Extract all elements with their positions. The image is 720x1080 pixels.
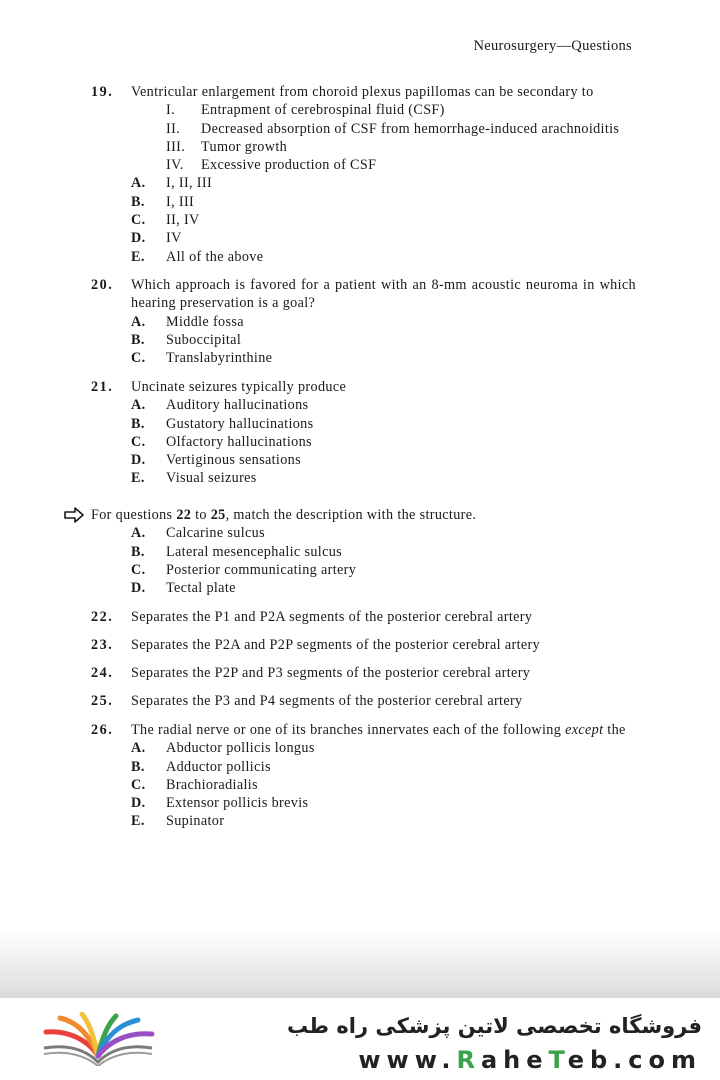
option-label: B.	[131, 758, 145, 775]
question-number: 22.	[91, 609, 114, 625]
answer-option	[131, 349, 636, 367]
matching-instructions	[91, 506, 644, 524]
option-label: B.	[131, 543, 145, 560]
answer-option	[131, 193, 636, 211]
option-text: Translabyrinthine	[166, 350, 273, 367]
answer-option	[131, 415, 636, 433]
option-text: Gustatory hallucinations	[166, 415, 314, 432]
question-stem: Uncinate seizures typically produce	[131, 379, 347, 395]
option-text: Lateral mesencephalic sulcus	[166, 543, 343, 560]
answer-option	[131, 469, 636, 487]
question-stem: Ventricular enlargement from choroid plexus papillomas can be secondary to	[131, 84, 594, 100]
answer-option	[131, 313, 636, 331]
option-text: Auditory hallucinations	[166, 397, 309, 414]
question-number: 19.	[91, 84, 114, 100]
option-text: Extensor pollicis brevis	[166, 795, 309, 812]
question-number: 24.	[91, 665, 114, 681]
roman-item	[166, 138, 636, 156]
question-number: 26.	[91, 722, 114, 738]
question-stem: Separates the P1 and P2A segments of the posterior cerebral artery	[131, 609, 533, 625]
question-stem: Separates the P2P and P3 segments of the posterior cerebral artery	[131, 665, 531, 681]
option-label: B.	[131, 415, 145, 432]
stem-text: the	[603, 722, 626, 738]
answer-option	[131, 248, 636, 266]
option-text: All of the above	[166, 248, 264, 265]
url-part: .com	[613, 1046, 702, 1074]
option-text: Supinator	[166, 813, 225, 830]
url-part: www.	[358, 1046, 457, 1074]
page-shadow	[0, 930, 720, 1000]
question-19	[91, 83, 636, 266]
option-label: C.	[131, 561, 146, 578]
question-stem: Separates the P3 and P4 segments of the posterior cerebral artery	[131, 693, 523, 709]
question-number: 20.	[91, 277, 114, 293]
option-label: A.	[131, 175, 146, 192]
answer-option	[131, 579, 644, 597]
option-label: C.	[131, 212, 146, 229]
option-text: I, II, III	[166, 175, 213, 192]
answer-option	[131, 561, 644, 579]
option-label: D.	[131, 230, 146, 247]
roman-label: IV.	[166, 157, 184, 174]
answer-option	[131, 174, 636, 192]
intro-range-end: 25	[210, 507, 226, 523]
intro-text: to	[191, 507, 211, 523]
option-text: Brachioradialis	[166, 776, 258, 793]
intro-text: , match the description with the structure.	[225, 507, 477, 523]
option-label: A.	[131, 740, 146, 757]
option-label: E.	[131, 470, 145, 487]
option-label: B.	[131, 193, 145, 210]
option-label: A.	[131, 525, 146, 542]
option-text: Calcarine sulcus	[166, 525, 265, 542]
roman-label: II.	[166, 120, 181, 137]
question-21	[91, 378, 636, 488]
roman-text: Decreased absorption of CSF from hemorrhage-induced arachnoiditis	[201, 120, 620, 137]
url-accent-letter: T	[548, 1046, 568, 1074]
option-label: C.	[131, 350, 146, 367]
intro-text: For questions	[91, 507, 177, 523]
option-text: I, III	[166, 193, 195, 210]
roman-text: Excessive production of CSF	[201, 157, 377, 174]
option-label: D.	[131, 580, 146, 597]
option-label: C.	[131, 433, 146, 450]
answer-option	[131, 331, 636, 349]
option-label: D.	[131, 795, 146, 812]
answer-option	[131, 543, 644, 561]
answer-option	[131, 524, 644, 542]
publisher-footer	[0, 998, 720, 1080]
option-label: E.	[131, 813, 145, 830]
url-accent-letter: R	[456, 1046, 481, 1074]
option-text: IV	[166, 230, 182, 247]
question-stem: Separates the P2A and P2P segments of the posterior cerebral artery	[131, 637, 541, 653]
question-22	[91, 608, 651, 626]
matching-options	[91, 524, 644, 597]
url-part: eb	[567, 1046, 614, 1074]
option-label: C.	[131, 776, 146, 793]
intro-range-start: 22	[176, 507, 192, 523]
roman-text: Tumor growth	[201, 138, 288, 155]
roman-text: Entrapment of cerebrospinal fluid (CSF)	[201, 102, 445, 119]
answer-option	[131, 739, 651, 757]
roman-label: III.	[166, 138, 186, 155]
question-number: 21.	[91, 379, 114, 395]
option-text: II, IV	[166, 212, 200, 229]
question-26	[91, 721, 651, 831]
question-25	[91, 692, 651, 710]
option-label: E.	[131, 248, 145, 265]
answer-option	[131, 812, 651, 830]
answer-option	[131, 794, 651, 812]
option-text: Visual seizures	[166, 470, 257, 487]
pointer-arrow-icon	[64, 506, 84, 524]
question-number: 25.	[91, 693, 114, 709]
question-number: 23.	[91, 637, 114, 653]
question-23	[91, 636, 651, 654]
question-24	[91, 664, 651, 682]
answer-option	[131, 229, 636, 247]
roman-item	[166, 101, 636, 119]
answer-option	[131, 211, 636, 229]
running-head: Neurosurgery—Questions	[473, 38, 632, 54]
question-20	[91, 276, 636, 367]
roman-item	[166, 156, 636, 174]
option-label: A.	[131, 397, 146, 414]
stem-text: The radial nerve or one of its branches innervates each of the following	[131, 722, 566, 738]
option-text: Tectal plate	[166, 580, 236, 597]
question-stem: Which approach is favored for a patient with an 8-mm acoustic neuroma in which hearing preservation is a goal?	[131, 277, 636, 312]
option-text: Posterior communicating artery	[166, 561, 357, 578]
shop-name: فروشگاه تخصصی لاتین پزشکی راه طب	[287, 1014, 702, 1038]
url-part: ahe	[480, 1046, 549, 1074]
option-text: Vertiginous sensations	[166, 452, 301, 469]
roman-item	[166, 120, 636, 138]
option-text: Middle fossa	[166, 313, 244, 330]
open-book-logo-icon	[38, 1012, 158, 1066]
answer-option	[131, 758, 651, 776]
answer-option	[131, 433, 636, 451]
answer-option	[131, 776, 651, 794]
option-label: B.	[131, 331, 145, 348]
option-label: A.	[131, 313, 146, 330]
answer-option	[131, 451, 636, 469]
option-text: Olfactory hallucinations	[166, 433, 312, 450]
option-label: D.	[131, 452, 146, 469]
answer-option	[131, 396, 636, 414]
website-url	[358, 1046, 702, 1074]
option-text: Adductor pollicis	[166, 758, 271, 775]
stem-emphasis: except	[565, 722, 604, 738]
option-text: Suboccipital	[166, 331, 242, 348]
option-text: Abductor pollicis longus	[166, 740, 315, 757]
question-stem	[131, 721, 651, 739]
roman-label: I.	[166, 102, 175, 119]
matching-set	[64, 506, 644, 597]
